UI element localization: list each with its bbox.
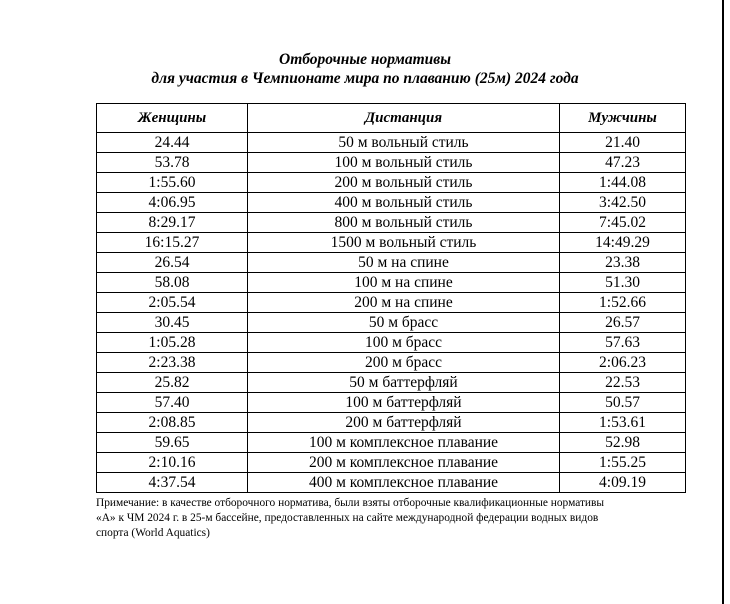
- cell-distance: 100 м брасс: [248, 333, 560, 353]
- footnote: [96, 496, 686, 541]
- table-row: [97, 393, 686, 413]
- cell-men-time: 47.23: [560, 153, 686, 173]
- cell-men-time: 23.38: [560, 253, 686, 273]
- cell-men-time: 3:42.50: [560, 193, 686, 213]
- cell-men-time: 52.98: [560, 433, 686, 453]
- cell-women-time: 2:08.85: [97, 413, 248, 433]
- cell-men-time: 1:44.08: [560, 173, 686, 193]
- cell-women-time: 2:23.38: [97, 353, 248, 373]
- cell-distance: 200 м комплексное плавание: [248, 453, 560, 473]
- cell-distance: 800 м вольный стиль: [248, 213, 560, 233]
- cell-women-time: 4:06.95: [97, 193, 248, 213]
- cell-women-time: 1:55.60: [97, 173, 248, 193]
- table-row: [97, 253, 686, 273]
- page-edge-divider: [722, 0, 724, 604]
- cell-distance: 200 м брасс: [248, 353, 560, 373]
- header-women: Женщины: [97, 104, 248, 133]
- cell-women-time: 24.44: [97, 133, 248, 153]
- cell-distance: 50 м брасс: [248, 313, 560, 333]
- cell-men-time: 50.57: [560, 393, 686, 413]
- cell-distance: 200 м баттерфляй: [248, 413, 560, 433]
- cell-women-time: 8:29.17: [97, 213, 248, 233]
- cell-women-time: 2:10.16: [97, 453, 248, 473]
- cell-distance: 100 м комплексное плавание: [248, 433, 560, 453]
- cell-men-time: 4:09.19: [560, 473, 686, 493]
- cell-men-time: 1:53.61: [560, 413, 686, 433]
- table-row: [97, 173, 686, 193]
- cell-men-time: 14:49.29: [560, 233, 686, 253]
- qualifying-standards-table: [96, 103, 686, 493]
- cell-men-time: 21.40: [560, 133, 686, 153]
- cell-women-time: 2:05.54: [97, 293, 248, 313]
- cell-women-time: 58.08: [97, 273, 248, 293]
- table-row: [97, 213, 686, 233]
- header-distance: Дистанция: [248, 104, 560, 133]
- table-row: [97, 193, 686, 213]
- cell-men-time: 22.53: [560, 373, 686, 393]
- table-row: [97, 373, 686, 393]
- cell-distance: 50 м на спине: [248, 253, 560, 273]
- cell-women-time: 53.78: [97, 153, 248, 173]
- table-row: [97, 273, 686, 293]
- cell-women-time: 4:37.54: [97, 473, 248, 493]
- table-row: [97, 433, 686, 453]
- cell-women-time: 25.82: [97, 373, 248, 393]
- cell-women-time: 16:15.27: [97, 233, 248, 253]
- cell-distance: 200 м вольный стиль: [248, 173, 560, 193]
- cell-women-time: 26.54: [97, 253, 248, 273]
- cell-men-time: 7:45.02: [560, 213, 686, 233]
- table-row: [97, 453, 686, 473]
- cell-distance: 50 м баттерфляй: [248, 373, 560, 393]
- cell-women-time: 1:05.28: [97, 333, 248, 353]
- table-header-row: [97, 104, 686, 133]
- cell-distance: 100 м на спине: [248, 273, 560, 293]
- footnote-line-2: «А» к ЧМ 2024 г. в 25-м бассейне, предоставленных на сайте международной федерации водных видов: [96, 512, 599, 524]
- cell-distance: 400 м комплексное плавание: [248, 473, 560, 493]
- cell-distance: 400 м вольный стиль: [248, 193, 560, 213]
- header-men: Мужчины: [560, 104, 686, 133]
- table-row: [97, 353, 686, 373]
- cell-men-time: 2:06.23: [560, 353, 686, 373]
- cell-men-time: 57.63: [560, 333, 686, 353]
- table-row: [97, 233, 686, 253]
- cell-women-time: 57.40: [97, 393, 248, 413]
- cell-distance: 100 м вольный стиль: [248, 153, 560, 173]
- cell-men-time: 51.30: [560, 273, 686, 293]
- cell-distance: 100 м баттерфляй: [248, 393, 560, 413]
- cell-women-time: 30.45: [97, 313, 248, 333]
- cell-men-time: 1:52.66: [560, 293, 686, 313]
- title-line-1: Отборочные нормативы: [279, 51, 451, 68]
- cell-men-time: 26.57: [560, 313, 686, 333]
- cell-distance: 200 м на спине: [248, 293, 560, 313]
- table-row: [97, 333, 686, 353]
- cell-men-time: 1:55.25: [560, 453, 686, 473]
- cell-distance: 50 м вольный стиль: [248, 133, 560, 153]
- cell-distance: 1500 м вольный стиль: [248, 233, 560, 253]
- footnote-line-1: Примечание: в качестве отборочного норматива, были взяты отборочные квалификационные нормативы: [96, 497, 605, 509]
- table-body: [97, 133, 686, 493]
- table-row: [97, 153, 686, 173]
- table-row: [97, 313, 686, 333]
- table-row: [97, 293, 686, 313]
- footnote-line-3: спорта (World Aquatics): [96, 527, 210, 539]
- table-row: [97, 133, 686, 153]
- title-line-2: для участия в Чемпионате мира по плаванию (25м) 2024 года: [151, 70, 579, 87]
- table-row: [97, 473, 686, 493]
- document-title: [0, 50, 730, 88]
- cell-women-time: 59.65: [97, 433, 248, 453]
- table-row: [97, 413, 686, 433]
